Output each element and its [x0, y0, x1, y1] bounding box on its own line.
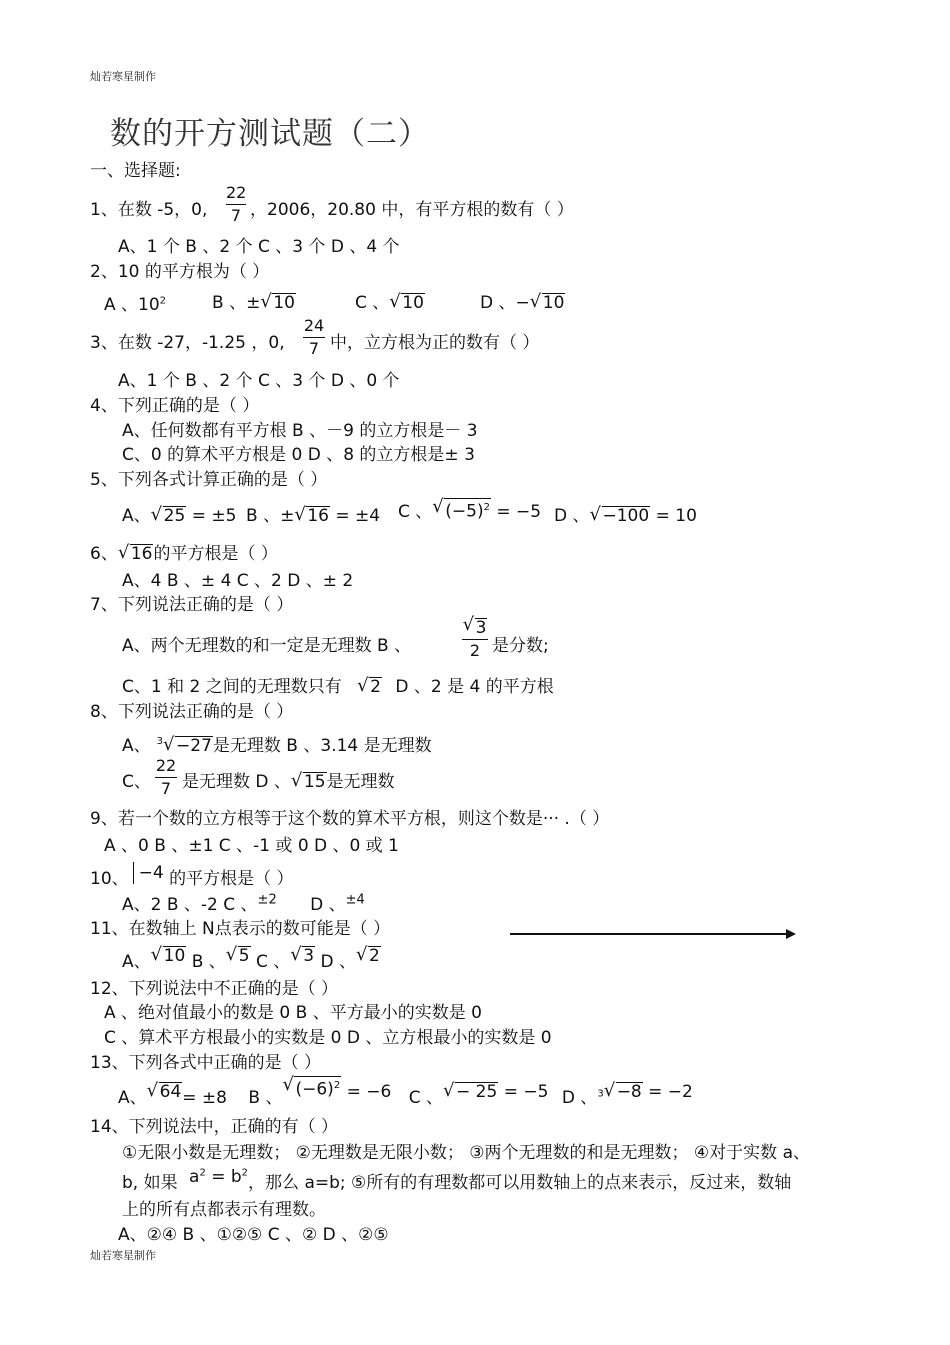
q5-option-b [246, 501, 380, 526]
q2-a-sup: 2 [159, 295, 167, 307]
q10-abs-value: −4 [133, 862, 164, 884]
q4-line-1: A、任何数都有平方根 B 、－9 的立方根是－ 3 [122, 421, 478, 441]
q11-c-radicand: 3 [303, 946, 315, 966]
q7-option-c [122, 672, 554, 697]
q14-expr-sup1: 2 [199, 1167, 206, 1179]
q13-d-sqrt: √ −8 [603, 1080, 642, 1102]
q14-expr [189, 1167, 248, 1187]
q7-c-text: C、1 和 2 之间的无理数只有 [122, 677, 342, 697]
q11-d-sqrt: √ 2 [356, 944, 380, 966]
q8-a-sqrt: √ −27 [163, 734, 212, 756]
q2-option-b [212, 288, 296, 313]
q1-stem-a: 1、在数 -5，0, [90, 200, 208, 220]
q1-stem-b: ，2006，20.80 中，有平方根的数有（ ） [250, 200, 574, 220]
q2-d-label: D 、− [480, 293, 530, 313]
q8-a-radicand: −27 [176, 736, 212, 756]
q7-option-a: A、两个无理数的和一定是无理数 B 、 [122, 636, 412, 656]
q14-line-2-a: b, 如果 [122, 1173, 178, 1193]
q13-a-sqrt: √ 64 [146, 1080, 182, 1102]
q5-c-rest: = −5 [496, 502, 542, 522]
q2-c-label: C 、 [355, 293, 390, 313]
q7-fraction [462, 614, 488, 660]
q6-pre: 6、 [90, 544, 118, 564]
q8-frac-den: 7 [160, 779, 172, 798]
q10-stem: 的平方根是（ ） [169, 869, 294, 889]
q11-b-radicand: 5 [238, 946, 250, 966]
q6-stem-line [90, 539, 278, 564]
q11-a-sqrt: √ 10 [150, 944, 186, 966]
q6-sqrt: √ 16 [117, 542, 153, 564]
q13-d-index: 3 [597, 1088, 604, 1100]
q4-stem: 4、下列正确的是（ ） [90, 396, 260, 416]
q13-b-radicand: (−6) [295, 1080, 334, 1100]
q13-c-label: C 、 [408, 1088, 443, 1108]
q5-stem: 5、下列各式计算正确的是（ ） [90, 470, 328, 490]
q8-stem: 8、下列说法正确的是（ ） [90, 702, 294, 722]
q3-fraction [303, 317, 325, 358]
q14-expr-eq: = b [211, 1167, 242, 1187]
q5-a-radicand: 25 [163, 506, 186, 526]
q13-c-sqrt: √ − 25 [443, 1080, 498, 1102]
q10-pre: 10、 [90, 869, 129, 889]
footer-maker: 灿若寒星制作 [90, 1249, 156, 1262]
q14-line-3: 上的所有点都表示有理数。 [122, 1200, 326, 1220]
q8-frac-num: 22 [155, 756, 177, 775]
q5-b-pre: ± [280, 506, 295, 526]
q7-frac-den: 2 [469, 641, 481, 660]
q13-stem: 13、下列各式中正确的是（ ） [90, 1053, 322, 1073]
q3-options: A、1 个 B 、2 个 C 、3 个 D 、0 个 [118, 371, 400, 391]
q8-a-index: 3 [156, 736, 164, 748]
q6-stem: 的平方根是（ ） [153, 544, 278, 564]
q8-fraction [155, 757, 177, 798]
q12-stem: 12、下列说法中不正确的是（ ） [90, 979, 339, 999]
q11-b-label: B 、 [191, 952, 226, 972]
q13-a-rest: = ±8 [182, 1088, 227, 1108]
q8-d-rest: 是无理数 [326, 772, 395, 792]
q1-fraction [226, 184, 246, 225]
q7-frac-sqrt: √ 3 [462, 614, 487, 638]
q8-d-radicand: 15 [303, 772, 326, 792]
q2-option-a [104, 290, 166, 315]
q5-b-radicand: 16 [307, 506, 329, 526]
q5-c-sup: 2 [483, 502, 490, 514]
q9-stem: 9、若一个数的立方根等于这个数的算术平方根，则这个数是··· .（ ） [90, 809, 610, 829]
q8-a-label: A、 [122, 736, 151, 756]
q10-c-value: ±2 [257, 892, 277, 908]
section-heading: 一、选择题: [90, 161, 181, 181]
q5-c-sqrt: √ $(-5)^2$ [432, 496, 490, 522]
q4-line-2: C、0 的算术平方根是 0 D 、8 的立方根是± 3 [122, 445, 475, 465]
q8-option-c-d [182, 767, 395, 792]
q3-frac-den: 7 [308, 339, 320, 358]
q14-expr-sup2: 2 [241, 1167, 249, 1179]
q5-d-sqrt: √ −100 [589, 504, 650, 526]
q2-d-sqrt: √ 10 [529, 291, 565, 313]
q5-c-radicand: (−5) [445, 502, 484, 522]
q5-a-sqrt: √ 25 [150, 504, 186, 526]
q2-b-radicand: 10 [273, 293, 295, 313]
q5-b-label: B 、 [246, 506, 281, 526]
q3-stem-a: 3、在数 -27，-1.25 ，0, [90, 333, 285, 353]
q8-option-a [122, 731, 432, 756]
q11-c-sqrt: √ 3 [290, 944, 315, 966]
number-line [510, 933, 786, 935]
q8-d-sqrt: √ 15 [290, 770, 326, 792]
q5-option-a [122, 501, 236, 526]
q5-option-d [554, 501, 697, 526]
q10-d-value: ±4 [345, 892, 365, 908]
q13-options [118, 1074, 693, 1108]
q5-a-rest: = ±5 [191, 506, 237, 526]
q1-options: A、1 个 B 、2 个 C 、3 个 D 、4 个 [118, 237, 400, 257]
q5-d-label: D 、 [554, 506, 590, 526]
q13-a-radicand: 64 [159, 1082, 182, 1102]
q13-b-label: B 、 [248, 1088, 283, 1108]
q14-stem: 14、下列说法中，正确的有（ ） [90, 1117, 339, 1137]
q8-c-rest: 是无理数 D 、 [182, 772, 291, 792]
q6-radicand: 16 [130, 544, 153, 564]
q2-b-sqrt: √ 10 [260, 291, 295, 313]
q1-frac-num: 22 [226, 183, 247, 202]
q13-d-radicand: −8 [616, 1082, 642, 1102]
q2-c-radicand: 10 [402, 293, 424, 313]
q10-options-a: A、2 B 、-2 C 、 [122, 895, 258, 915]
header-maker: 灿若寒星制作 [90, 70, 156, 83]
page-title: 数的开方测试题（二） [110, 116, 430, 152]
q14-line-2-b: ，那么 a=b; ⑤所有的有理数都可以用数轴上的点来表示，反过来，数轴 [248, 1173, 792, 1193]
q7-stem: 7、下列说法正确的是（ ） [90, 595, 294, 615]
q9-options: A 、0 B 、±1 C 、-1 或 0 D 、0 或 1 [104, 836, 399, 856]
q11-b-sqrt: √ 5 [225, 944, 250, 966]
q7-c-radicand: 2 [370, 677, 381, 697]
q11-options [122, 944, 381, 972]
q6-options: A、4 B 、± 4 C 、2 D 、± 2 [122, 571, 354, 591]
q7-frac-radicand: 3 [475, 618, 487, 638]
q5-b-rest: = ±4 [335, 506, 381, 526]
q11-a-label: A、 [122, 952, 151, 972]
q8-c-label: C、 [122, 772, 151, 792]
q10-options [122, 890, 365, 915]
q13-b-sqrt: √ $(-6)^2$ [282, 1074, 341, 1100]
q13-d-rest: = −2 [648, 1082, 693, 1102]
q5-d-radicand: −100 [602, 506, 650, 526]
q3-frac-num: 24 [303, 316, 325, 335]
q2-d-radicand: 10 [542, 293, 565, 313]
q2-option-d [480, 288, 565, 313]
q2-option-c [355, 288, 425, 313]
q8-a-rest: 是无理数 B 、3.14 是无理数 [212, 736, 432, 756]
q13-b-rest: = −6 [346, 1082, 392, 1102]
q2-b-label: B 、± [212, 293, 261, 313]
q12-line-2: C 、算术平方根最小的实数是 0 D 、立方根最小的实数是 0 [104, 1028, 552, 1048]
q7-option-b-rest: 是分数; [492, 636, 549, 656]
q11-c-label: C 、 [256, 952, 291, 972]
q13-b-sup: 2 [333, 1080, 341, 1092]
q10-stem-line [90, 864, 294, 890]
q11-a-radicand: 10 [163, 946, 186, 966]
q2-c-sqrt: √ 10 [389, 291, 424, 313]
q13-c-rest: = −5 [503, 1082, 549, 1102]
q11-d-radicand: 2 [369, 946, 380, 966]
q13-c-radicand: − 25 [456, 1082, 498, 1102]
q2-a-label: A 、10 [104, 295, 160, 315]
q5-a-label: A、 [122, 506, 151, 526]
q14-expr-a: a [189, 1167, 200, 1187]
q1-frac-den: 7 [230, 206, 242, 225]
q2-stem: 2、10 的平方根为（ ） [90, 262, 270, 282]
q7-option-d: D 、2 是 4 的平方根 [395, 677, 554, 697]
q5-b-sqrt: √ 16 [294, 504, 329, 526]
q5-option-c [398, 497, 541, 522]
q11-stem: 11、在数轴上 N点表示的数可能是（ ） [90, 919, 391, 939]
q10-options-d: D 、 [310, 895, 346, 915]
q3-stem-b: 中，立方根为正的数有（ ） [330, 333, 540, 353]
q12-line-1: A 、绝对值最小的数是 0 B 、平方最小的实数是 0 [104, 1003, 482, 1023]
q5-d-rest: = 10 [655, 506, 697, 526]
q13-a-label: A、 [118, 1088, 147, 1108]
q7-c-sqrt: √ 2 [357, 675, 381, 697]
q11-d-label: D 、 [320, 952, 357, 972]
q13-d-label: D 、 [561, 1088, 598, 1108]
q5-c-label: C 、 [398, 502, 433, 522]
q14-line-1: ①无限小数是无理数； ②无理数是无限小数； ③两个无理数的和是无理数； ④对于实数 a、 [122, 1143, 810, 1163]
q14-options: A、②④ B 、①②⑤ C 、② D 、②⑤ [118, 1225, 389, 1245]
number-line-arrow-icon [786, 929, 796, 939]
q14-line-2 [122, 1168, 791, 1193]
